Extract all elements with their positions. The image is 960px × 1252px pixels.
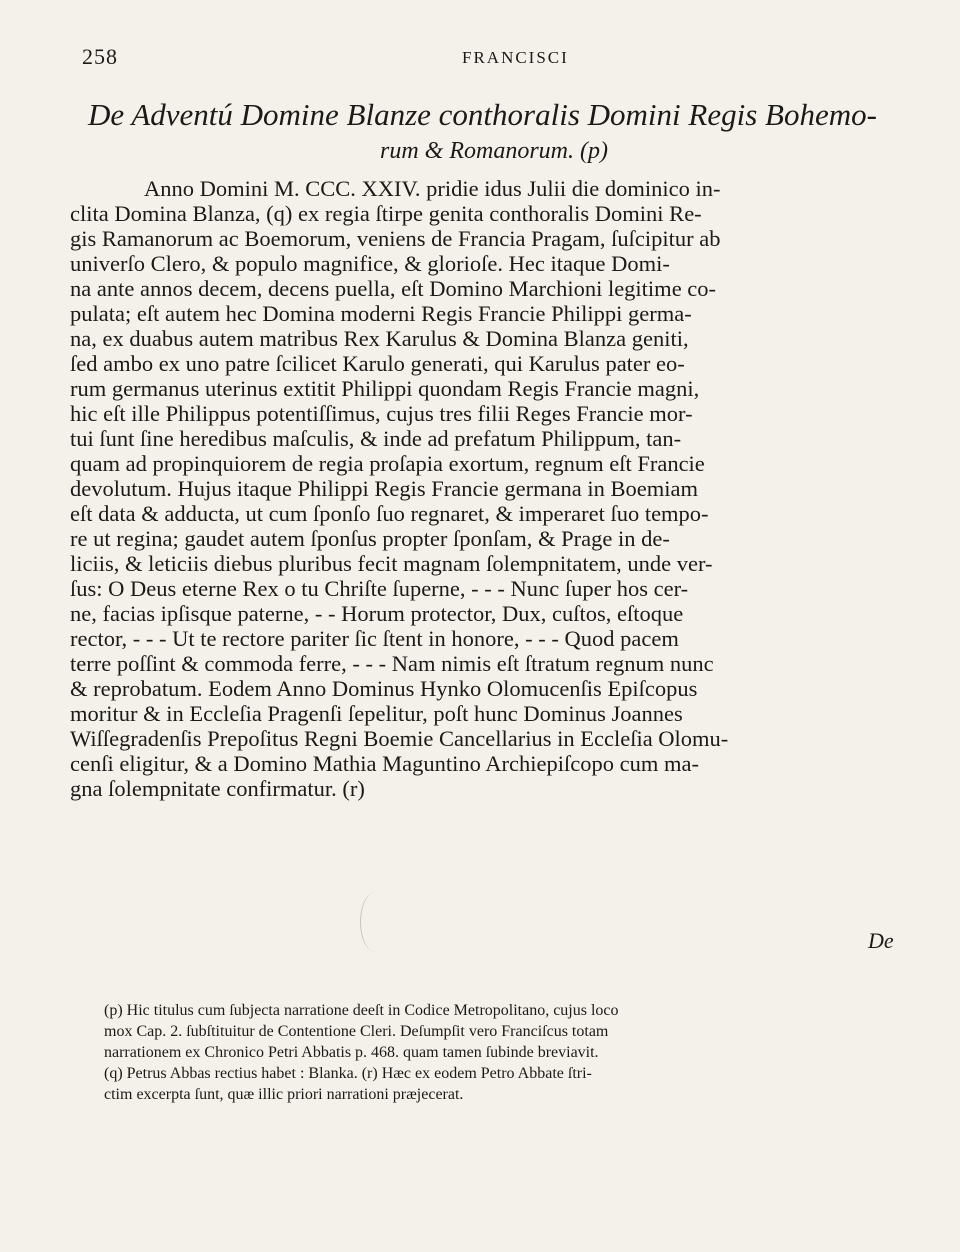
body-line: Anno Domini M. CCC. XXIV. pridie idus Julii die dominico in- xyxy=(144,176,721,201)
body-line: moritur & in Eccleſia Pragenſi ſepelitur, poſt hunc Dominus Joannes xyxy=(70,701,683,726)
body-line: Wiſſegradenſis Prepoſitus Regni Boemie Cancellarius in Eccleſia Olomu- xyxy=(70,726,729,751)
footnote-line: mox Cap. 2. ſubſtituitur de Contentione Cleri. Deſumpſit vero Franciſcus totam xyxy=(104,1023,609,1040)
body-line: na, ex duabus autem matribus Rex Karulus & Domina Blanza geniti, xyxy=(70,326,689,351)
body-line: eſt data & adducta, ut cum ſponſo ſuo regnaret, & imperaret ſuo tempo- xyxy=(70,501,709,526)
body-line: ſed ambo ex uno patre ſcilicet Karulo generati, qui Karulus pater eo- xyxy=(70,351,685,376)
body-line: & reprobatum. Eodem Anno Dominus Hynko Olomucenſis Epiſcopus xyxy=(70,676,698,701)
body-line: tui ſunt ſine heredibus maſculis, & inde ad prefatum Philippum, tan- xyxy=(70,426,682,451)
body-text xyxy=(70,176,920,801)
footnote-line: (p) Hic titulus cum ſubjecta narratione deeſt in Codice Metropolitano, cujus loco xyxy=(104,1002,619,1019)
body-line: devolutum. Hujus itaque Philippi Regis Francie germana in Boemiam xyxy=(70,476,699,501)
footnote-line: (q) Petrus Abbas rectius habet : Blanka. (r) Hæc ex eodem Petro Abbate ſtri- xyxy=(104,1065,592,1082)
body-line: clita Domina Blanza, (q) ex regia ſtirpe genita conthoralis Domini Re- xyxy=(70,201,702,226)
catchword: De xyxy=(868,928,894,953)
body-line: re ut regina; gaudet autem ſponſus propter ſponſam, & Prage in de- xyxy=(70,526,670,551)
paper-mark xyxy=(360,892,391,952)
page-header xyxy=(72,44,892,76)
body-line: gna ſolempnitate confirmatur. (r) xyxy=(70,776,365,801)
running-head: FRANCISCI xyxy=(462,48,569,67)
body-line: univerſo Clero, & populo magnifice, & glorioſe. Hec itaque Domi- xyxy=(70,251,670,276)
body-line: gis Ramanorum ac Boemorum, veniens de Francia Pragam, ſuſcipitur ab xyxy=(70,226,721,251)
body-line: cenſi eligitur, & a Domino Mathia Maguntino Archiepiſcopo cum ma- xyxy=(70,751,699,776)
body-line: ne, facias ipſisque paterne, - - Horum protector, Dux, cuſtos, eſtoque xyxy=(70,601,684,626)
footnote-line: narrationem ex Chronico Petri Abbatis p. 468. quam tamen ſubinde breviavit. xyxy=(104,1044,599,1061)
body-line: hic eſt ille Philippus potentiſſimus, cujus tres filii Reges Francie mor- xyxy=(70,401,693,426)
chapter-title-continuation: rum & Romanorum. (p) xyxy=(380,138,608,164)
chapter-title: De Adventú Domine Blanze conthoralis Domini Regis Bohemo- xyxy=(88,97,877,132)
body-line: na ante annos decem, decens puella, eſt Domino Marchioni legitime co- xyxy=(70,276,717,301)
body-line: liciis, & leticiis diebus pluribus fecit magnam ſolempnitatem, unde ver- xyxy=(70,551,713,576)
body-line: pulata; eſt autem hec Domina moderni Regis Francie Philippi germa- xyxy=(70,301,692,326)
body-line: rum germanus uterinus extitit Philippi quondam Regis Francie magni, xyxy=(70,376,700,401)
body-line: rector, - - - Ut te rectore pariter ſic ſtent in honore, - - - Quod pacem xyxy=(70,626,679,651)
footnotes xyxy=(104,1000,904,1105)
footnote-line: ctim excerpta ſunt, quæ illic priori narrationi præjecerat. xyxy=(104,1086,464,1103)
body-line: terre poſſint & commoda ferre, - - - Nam nimis eſt ſtratum regnum nunc xyxy=(70,651,714,676)
page-number: 258 xyxy=(82,44,118,69)
body-line: quam ad propinquiorem de regia proſapia exortum, regnum eſt Francie xyxy=(70,451,705,476)
body-line: ſus: O Deus eterne Rex o tu Chriſte ſuperne, - - - Nunc ſuper hos cer- xyxy=(70,576,689,601)
